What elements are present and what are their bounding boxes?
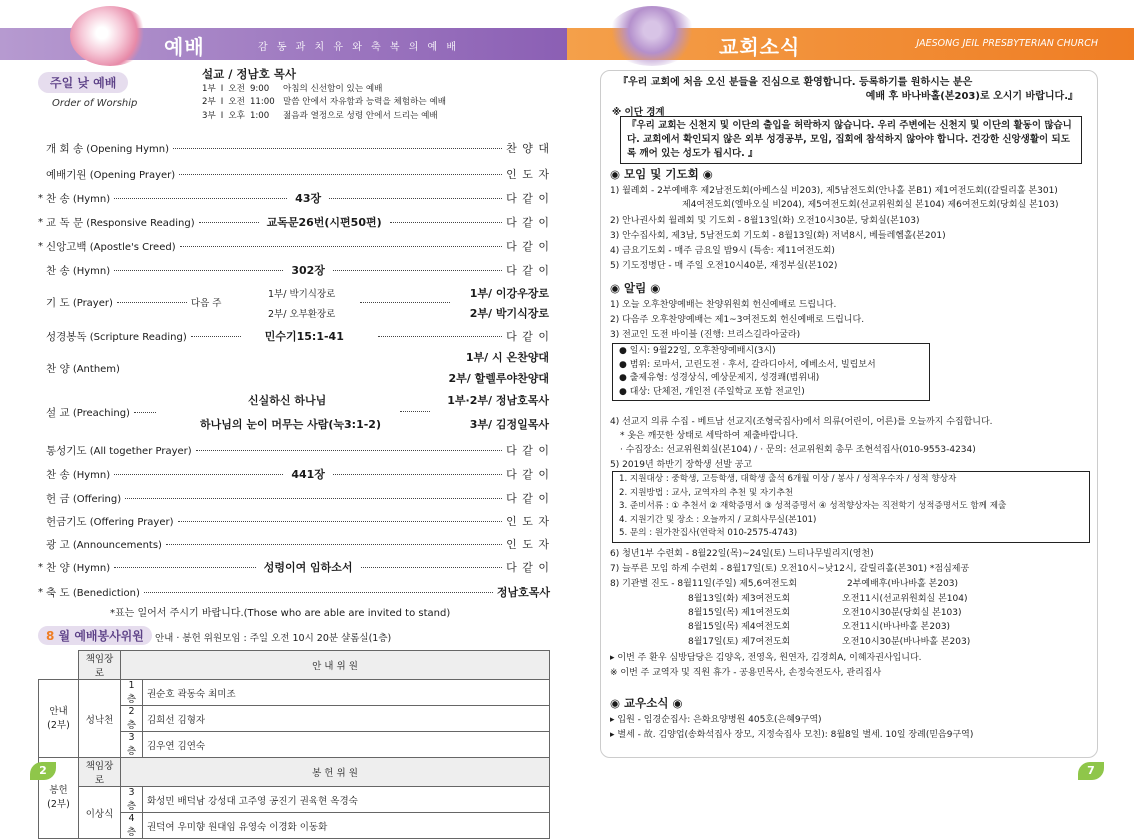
sermon-topic-2: 하나님의 눈이 머무는 사람(눅3:1-2) xyxy=(200,418,381,431)
order-row-benediction: * 축 도 (Benediction) 정남호목사 xyxy=(38,586,550,599)
list-item: 8) 기관별 진도 - 8월11일(주일) 제5,6여전도회 xyxy=(610,579,798,589)
page-number: 2 xyxy=(30,762,56,780)
tour-schedule: 8월17일(토) 제7여전도회 xyxy=(688,637,791,647)
volunteer-table xyxy=(38,650,550,839)
left-page xyxy=(0,0,567,838)
table-row: 이상식 3층 화성민 배덕남 강성대 고주영 공진기 권육현 옥경숙 xyxy=(39,787,550,813)
volunteer-meeting-line: 안내 · 봉헌 위원모임 : 주일 오전 10시 20분 샬롬실(1층) xyxy=(155,633,392,644)
table-row: 봉헌 (2부) 책임장로 봉 헌 위 원 xyxy=(39,758,550,787)
table-row: 4층 권덕여 우미향 원대임 유영숙 이경화 이동화 xyxy=(39,813,550,839)
order-row-hymn-43: * 찬 송 (Hymn) 43장 다 같 이 xyxy=(38,192,551,205)
heresy-warning-heading: ※ 이단 경계 xyxy=(612,107,665,118)
service-row: 3부 I 오후 1:00 젊음과 열정으로 성령 안에서 드리는 예배 xyxy=(202,110,438,121)
order-row-opening-prayer: 예배기원 (Opening Prayer) 인 도 자 xyxy=(46,168,550,181)
anthem-choir-1: 1부/ 시 온찬양대 xyxy=(465,351,549,364)
table-row: 2층 김희선 김형자 xyxy=(39,706,550,732)
order-row-opening-hymn: 개 회 송 (Opening Hymn) 찬 양 대 xyxy=(46,142,550,155)
order-row-announcements: 광 고 (Announcements) 인 도 자 xyxy=(46,538,550,551)
service-row: 2부 I 오전 11:00 말씀 안에서 자유함과 능력을 체험하는 예배 xyxy=(202,97,447,107)
list-item: 4) 선교지 의류 수집 - 베트남 선교지(조형국집사)에서 의류(어린이, 어른)를 오늘까지 수집합니다. xyxy=(610,417,993,427)
order-row-preaching: 설 교 (Preaching) xyxy=(38,404,550,420)
tour-schedule: 오전11시(바나바홀 본203) xyxy=(842,622,951,632)
section-member-news: ◉ 교우소식 ◉ xyxy=(610,696,683,710)
left-header-bar xyxy=(0,28,567,60)
page-subtitle: 감 동 과 치 유 와 축 복 의 예 배 xyxy=(258,42,460,53)
heresy-warning-box: 『우리 교회는 신천지 및 이단의 출입을 허락하지 않습니다. 우리 주변에는 신천지 및 이단의 활동이 많습니다. 교회에서 확인되지 않은 외부 성경공부, 모임, 집회에 참석하지 않아야 합니다. 건강한 신앙생활이 되도록 깨어 있는 성도가 됩시다. 』 xyxy=(620,116,1082,164)
list-item: 3) 전교인 도전 바이블 (진행: 브리스길라아굴라) xyxy=(610,330,801,340)
sermon-schedule xyxy=(202,68,446,123)
tour-schedule: 2부예배후(바나바홀 본203) xyxy=(847,579,959,589)
prayer-next-2: 2부/ 오부환장로 xyxy=(268,309,336,320)
order-row-anthem: 찬 양 (Anthem) xyxy=(46,362,120,375)
tour-schedule: 8월15일(목) 제1여전도회 xyxy=(688,608,791,618)
tour-schedule: 오전10시30분(당회실 본103) xyxy=(842,608,962,618)
bible-challenge-box: ● 일시: 9월22일, 오후찬양예배시(3시) ● 범위: 로마서, 고린도전 · 후서, 갈라디아서, 에베소서, 빌립보서 ● 출제유형: 성경상식, 예상문제지, 성경쾌(범위내) ● 대상: 단체전, 개인전 (주일학교 포함 전교인) xyxy=(612,343,930,401)
service-row: 1부 I 오전 9:00 아침의 신선함이 있는 예배 xyxy=(202,83,383,94)
list-item: 5) 2019년 하반기 장학생 선발 공고 xyxy=(610,460,753,470)
page-subtitle: JAESONG JEIL PRESBYTERIAN CHURCH xyxy=(916,38,1098,49)
flower-decoration xyxy=(607,6,697,66)
preacher-2: 3부/ 김정일목사 xyxy=(469,418,549,431)
order-of-worship-label: Order of Worship xyxy=(52,98,138,109)
next-week-label: 다음 주 xyxy=(190,298,222,309)
list-item: 1) 월례회 - 2부예배후 제2남전도회(아베스실 비203), 제5남전도회(안나홀 본B1) 제1여전도회((갈릴리홀 본301) xyxy=(610,186,1058,196)
order-row-hymn-441: 찬 송 (Hymn) 441장 다 같 이 xyxy=(46,468,551,481)
table-row: 책임장로 안 내 위 원 xyxy=(39,651,550,680)
order-row-together-prayer: 통성기도 (All together Prayer) 다 같 이 xyxy=(46,444,550,457)
list-item: 제4여전도회(엘바오실 비204), 제5여전도회(선교위원회실 본104) 제6여전도회(당회실 본103) xyxy=(682,200,1059,210)
tour-schedule: 8월15일(목) 제4여전도회 xyxy=(688,622,791,632)
order-row-responsive-reading: * 교 독 문 (Responsive Reading) 교독문26번(시편50편) 다 같 이 xyxy=(38,216,550,229)
order-row-offering-prayer: 헌금기도 (Offering Prayer) 인 도 자 xyxy=(46,515,550,528)
page-number: 7 xyxy=(1078,762,1104,780)
list-item: 2) 다음주 오후찬양예배는 제1~3여전도회 헌신예배로 드립니다. xyxy=(610,315,865,325)
table-row: 안내 (2부) 성낙천 1층 권순호 곽동숙 최미조 xyxy=(39,680,550,706)
list-item: 1) 오늘 오후찬양예배는 찬양위원회 헌신예배로 드립니다. xyxy=(610,300,837,310)
list-item: 2) 안나권사회 월례회 및 기도회 - 8월13일(화) 오전10시30분, 당회실(본103) xyxy=(610,216,920,226)
order-row-praise: * 찬 양 (Hymn) 성령이여 임하소서 다 같 이 xyxy=(38,561,551,574)
prayer-today-2: 2부/ 박기식장로 xyxy=(469,307,549,320)
list-item: 7) 늘푸른 모임 하계 수련회 - 8월17일(토) 오전10시~낮12시, 갈릴리홀(본301) *점심제공 xyxy=(610,564,970,574)
sermon-topic-1: 신실하신 하나님 xyxy=(248,394,327,407)
welcome-message: 『우리 교회에 처음 오신 분들을 진심으로 환영합니다. 등록하기를 원하시는 분은 예배 후 바나바홀(본203)로 오시기 바랍니다.』 xyxy=(618,77,1078,102)
tour-schedule: 오전10시30분(바나바홀 본203) xyxy=(842,637,971,647)
page-title: 교회소식 xyxy=(719,35,801,59)
order-row-hymn-302: 찬 송 (Hymn) 302장 다 같 이 xyxy=(46,264,551,277)
section-meetings: ◉ 모임 및 기도회 ◉ xyxy=(610,167,713,181)
list-item: ▸ 이번 주 환우 심방담당은 김양옥, 전영옥, 원연자, 김경희A, 이혜자권사입니다. xyxy=(610,653,922,663)
list-item: ▸ 입원 - 임경순집사: 은화요양병원 405호(은혜9구역) xyxy=(610,715,822,725)
standing-note: *표는 일어서 주시기 바랍니다.(Those who are able are invited to stand) xyxy=(110,608,451,619)
tour-schedule: 8월13일(화) 제3여전도회 xyxy=(688,594,791,604)
sermon-title: 설교 / 정남호 목사 xyxy=(202,67,296,81)
prayer-today-1: 1부/ 이강우장로 xyxy=(469,287,549,300)
order-row-prayer: 기 도 (Prayer) 다음 주 xyxy=(46,296,222,309)
scholarship-box: 1. 지원대상 : 중학생, 고등학생, 대학생 출석 6개월 이상 / 봉사 / 성적우수자 / 성적 향상자 2. 지원방법 : 교사, 교역자의 추천 및 자기추천 3. 준비서류 : ① 추천서 ② 재학증명서 ③ 성적증명서 ④ 성적향상자는 직전학기 성적증명서도 함께 제출 4. 지원기간 및 장소 : 오늘까지 / 교회사무실(본101) 5. 문의 : 원가찬집사(연락처 010-2575-4743) xyxy=(612,471,1090,543)
order-row-scripture: 성경봉독 (Scripture Reading) 민수기15:1-41 다 같 이 xyxy=(46,330,550,343)
list-item: 4) 금요기도회 - 매주 금요일 밤9시 (특송: 제11여전도회) xyxy=(610,246,835,256)
order-row-offering: 헌 금 (Offering) 다 같 이 xyxy=(46,492,550,505)
flower-decoration xyxy=(70,6,150,66)
list-item: ※ 이번 주 교역자 및 직원 휴가 - 공용민목사, 손정숙전도사, 관리집사 xyxy=(610,668,882,678)
worship-tag: 주일 낮 예배 xyxy=(38,72,128,93)
preacher-1: 1부·2부/ 정남호목사 xyxy=(447,394,549,407)
list-item: 6) 청년1부 수련회 - 8월22일(목)~24일(토) 느티나무빌리지(영천) xyxy=(610,549,874,559)
page-title: 예배 xyxy=(164,35,205,59)
list-item: * 옷은 깨끗한 상태로 세탁하여 제출바랍니다. xyxy=(620,431,799,441)
prayer-next-1: 1부/ 박기식장로 xyxy=(268,289,336,300)
anthem-choir-2: 2부/ 할렐루야찬양대 xyxy=(448,372,549,385)
month-volunteer-tag: 8 월 예배봉사위원 xyxy=(38,626,152,645)
list-item: 3) 안수집사회, 제3남, 5남전도회 기도회 - 8월13일(화) 저녁8시, 베들레헴홀(본201) xyxy=(610,231,946,241)
list-item: 5) 기도정병단 - 매 주일 오전10시40분, 재정부실(본102) xyxy=(610,261,838,271)
right-header-bar xyxy=(567,28,1134,60)
tour-schedule: 오전11시(선교위원회실 본104) xyxy=(842,594,968,604)
list-item: · 수집장소: 선교위원회실(본104) / · 문의: 선교위원회 총무 조현석집사(010-9553-4234) xyxy=(620,445,976,455)
section-notices: ◉ 알림 ◉ xyxy=(610,281,661,295)
order-row-apostles-creed: * 신앙고백 (Apostle's Creed) 다 같 이 xyxy=(38,240,550,253)
list-item: ▸ 별세 - 故. 김양업(송화석집사 장모, 지정숙집사 모친): 8월8일 별세. 10일 장례(믿음9구역) xyxy=(610,730,974,740)
table-row: 3층 김우연 김연숙 xyxy=(39,732,550,758)
